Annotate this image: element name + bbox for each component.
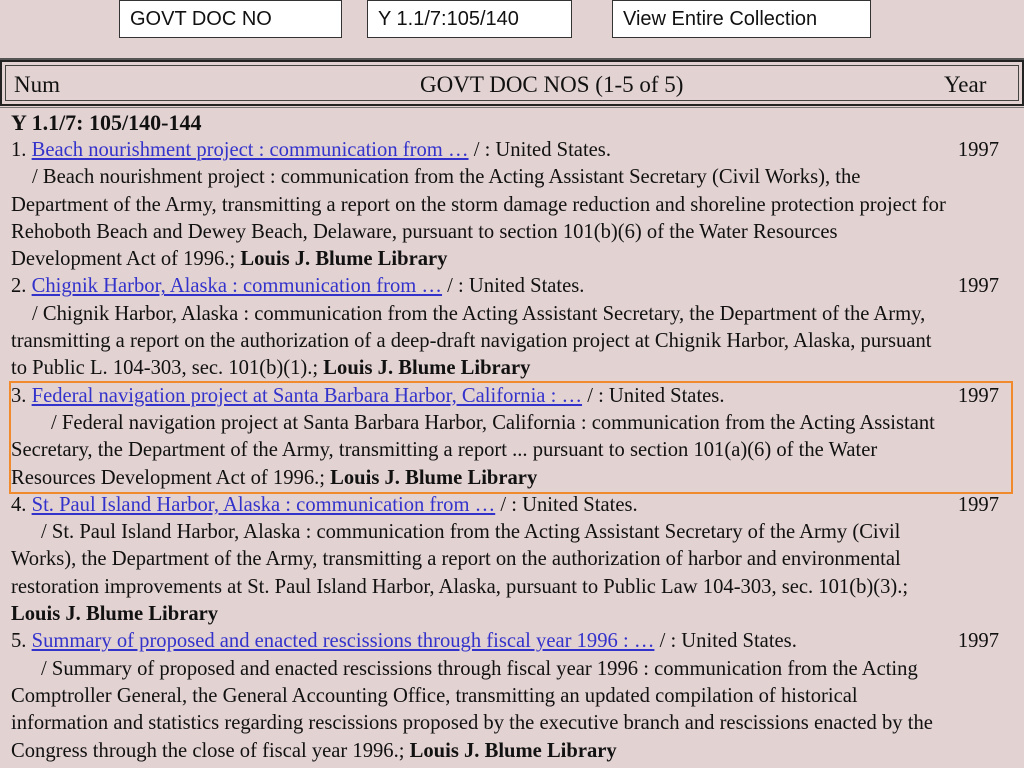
entry-description [11,410,947,492]
entry-year: 1997 [957,493,999,516]
entry-main-line [11,383,946,410]
group-heading: Y 1.1/7: 105/140-144 [11,110,202,135]
entry-author: / : United States. [582,384,725,407]
entry-library: Louis J. Blume Library [330,466,538,489]
result-entry [11,273,1011,382]
search-value-box[interactable]: Y 1.1/7:105/140 [367,0,572,38]
column-header-year: Year [944,72,987,97]
entry-description-text: / Beach nourishment project : communication from the Acting Assistant Secretary (Civil Works), the Department of the Army, transmitting a report on the storm damage reduction and shoreline protection project for Rehoboth Beach and Dewey Beach, Delaware, pursuant to section 101(b)(6) of the Water Resources Development Act of 1996.; [11,166,946,271]
entry-main-line [11,492,946,519]
entry-main-line [11,273,946,300]
search-field-label-box: GOVT DOC NO [119,0,342,38]
entry-title-link[interactable]: St. Paul Island Harbor, Alaska : communication from … [31,493,496,516]
entry-description [11,656,947,765]
entry-title-link[interactable]: Summary of proposed and enacted rescissions through fiscal year 1996 : … [31,630,655,653]
result-entry-selected[interactable] [11,383,1011,492]
entry-year: 1997 [957,275,999,298]
entry-author: / : United States. [495,493,638,516]
entry-number: 1. [11,139,27,161]
result-entry [11,492,1011,628]
results-list [11,108,1011,765]
entry-title-link[interactable]: Chignik Harbor, Alaska : communication from … [31,275,443,298]
entry-author: / : United States. [468,139,611,161]
entry-description-text: / Federal navigation project at Santa Barbara Harbor, California : communication from the Acting Assistant Secretary, the Department of the Army, transmitting a report ... pursuant to section 101(a)(6) of the Water Resources Development Act of 1996.; [11,411,935,489]
entry-library: Louis J. Blume Library [409,739,617,762]
entry-year: 1997 [957,630,999,653]
entry-title-link[interactable]: Beach nourishment project : communication from … [31,139,469,161]
entry-library: Louis J. Blume Library [240,248,448,271]
entry-description [11,301,947,383]
result-entry [11,137,1011,273]
entry-description-text: / St. Paul Island Harbor, Alaska : communication from the Acting Assistant Secretary of the Army (Civil Works), the Department of the Army, transmitting a report on the authorization of harbor and environmental restoration improvements at St. Paul Island Harbor, Alaska, pursuant to Public Law 104-303, sec. 101(b)(3).; [11,521,909,598]
column-header-title: GOVT DOC NOS (1-5 of 5) [420,72,684,97]
entry-number: 2. [11,275,27,298]
result-entry [11,628,1011,764]
entry-year: 1997 [957,384,999,407]
entry-title-link[interactable]: Federal navigation project at Santa Barbara Harbor, California : … [31,384,583,407]
entry-description-text: / Chignik Harbor, Alaska : communication from the Acting Assistant Secretary, the Department of the Army, transmitting a report on the authorization of a deep-draft navigation project at Chignik Harbor, Alaska, pursuant to Public L. 104-303, sec. 101(b)(1).; [11,302,932,380]
entry-year: 1997 [957,139,999,161]
column-header-num: Num [14,72,60,97]
entry-library: Louis J. Blume Library [323,357,531,380]
entry-author: / : United States. [654,630,797,653]
entry-main-line [11,628,946,655]
entry-description [11,519,947,628]
results-table-header-inner [5,65,1019,101]
entry-description [11,164,947,273]
view-entire-collection-button[interactable]: View Entire Collection [612,0,871,38]
entry-number: 5. [11,630,27,653]
entry-author: / : United States. [442,275,585,298]
entry-description-text: / Summary of proposed and enacted rescissions through fiscal year 1996 : communication from the Acting Comptroller General, the General Accounting Office, transmitting an updated compilation of historical information and statistics regarding rescissions proposed by the executive branch and rescissions enacted by the Congress through the close of fiscal year 1996.; [11,657,933,762]
entry-library: Louis J. Blume Library [11,603,219,626]
entry-number: 4. [11,493,27,516]
entry-main-line [11,137,946,164]
results-table-header [0,60,1024,106]
entry-number: 3. [11,384,27,407]
